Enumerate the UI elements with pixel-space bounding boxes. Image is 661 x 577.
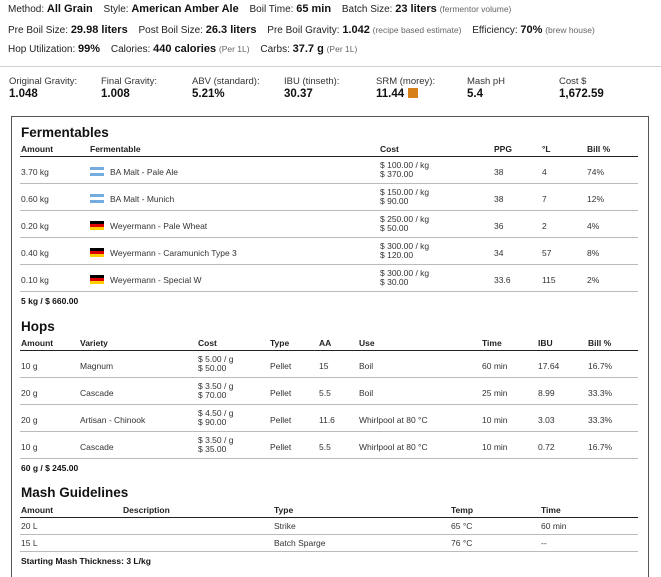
- hop-type: Pellet: [270, 442, 292, 452]
- efficiency-note: (brew house): [545, 25, 595, 35]
- calories-label: Calories:: [110, 44, 151, 55]
- hop-ibu: 0.72: [538, 442, 555, 452]
- stat-label: Cost $: [559, 76, 587, 87]
- fermentable-name: Weyermann - Special W: [110, 275, 202, 285]
- row-divider: [20, 431, 638, 432]
- post-boil-size-value: 26.3 liters: [205, 24, 257, 36]
- fermentables-header-fermentable: Fermentable: [90, 144, 141, 154]
- row-divider: [20, 551, 638, 552]
- fermentable-amount: 0.10 kg: [21, 275, 49, 285]
- stat-abv: [192, 76, 260, 100]
- fermentable-amount: 3.70 kg: [21, 167, 49, 177]
- hop-ibu: 3.03: [538, 415, 555, 425]
- hop-type: Pellet: [270, 415, 292, 425]
- fermentable-ppg: 36: [494, 221, 504, 231]
- hop-ibu: 8.99: [538, 388, 555, 398]
- stat-value: 5.4: [467, 88, 483, 100]
- row-divider: [20, 458, 638, 459]
- fermentables-header-lovibond: °L: [542, 144, 551, 154]
- hops-header-cost: Cost: [198, 338, 217, 348]
- mash-header-type: Type: [274, 505, 294, 515]
- stat-label: Mash pH: [467, 76, 506, 87]
- hop-aa: 5.5: [319, 388, 331, 398]
- fermentable-lovibond: 115: [542, 275, 556, 285]
- hop-amount: 20 g: [21, 388, 38, 398]
- fermentables-header-bill: Bill %: [587, 144, 611, 154]
- mash-header-rule: [20, 517, 638, 518]
- cost-total: $ 90.00: [198, 417, 227, 427]
- stat-mash-ph: [467, 76, 505, 100]
- hop-cost: [198, 436, 233, 454]
- fermentables-total: 5 kg / $ 660.00: [21, 296, 79, 306]
- hop-bill: 33.3%: [588, 388, 613, 398]
- cost-total: $ 90.00: [380, 196, 409, 206]
- mash-amount: 20 L: [21, 521, 38, 531]
- carbs-value: 37.7 g: [292, 43, 324, 55]
- mash-type: Batch Sparge: [274, 538, 326, 548]
- fermentable-ppg: 34: [494, 248, 504, 258]
- cost-per-unit: $ 300.00 / kg: [380, 241, 430, 251]
- cost-total: $ 120.00: [380, 250, 414, 260]
- cost-per-unit: $ 5.00 / g: [198, 354, 234, 364]
- method-value: All Grain: [46, 3, 93, 15]
- stat-ibu: [284, 76, 339, 100]
- mash-thickness: Starting Mash Thickness: 3 L/kg: [21, 556, 151, 566]
- hops-header-rule: [20, 350, 638, 351]
- hop-use: Boil: [359, 388, 374, 398]
- stat-label: ABV (standard):: [192, 76, 260, 87]
- pre-boil-gravity-value: 1.042: [342, 24, 370, 36]
- mash-header-amount: Amount: [21, 505, 54, 515]
- germany-flag-icon: [90, 248, 104, 257]
- fermentable-ppg: 33.6: [494, 275, 511, 285]
- row-divider: [20, 210, 638, 211]
- srm-color-swatch: [408, 88, 418, 98]
- row-divider: [20, 183, 638, 184]
- fermentable-lovibond: 57: [542, 248, 552, 258]
- recipe-summary-line-3: [8, 43, 365, 55]
- cost-per-unit: $ 4.50 / g: [198, 408, 234, 418]
- carbs-label: Carbs:: [260, 44, 290, 55]
- hop-ibu: 17.64: [538, 361, 560, 371]
- efficiency-label: Efficiency:: [472, 25, 518, 36]
- recipe-summary-line-2: [8, 24, 603, 36]
- pre-boil-gravity-label: Pre Boil Gravity:: [267, 25, 340, 36]
- fermentables-header-rule: [20, 156, 638, 157]
- stat-srm: [376, 76, 435, 100]
- stat-value: 30.37: [284, 88, 313, 100]
- stat-value: 1.008: [101, 88, 130, 100]
- hop-time: 10 min: [482, 442, 508, 452]
- style-value: American Amber Ale: [131, 3, 239, 15]
- hop-use: Boil: [359, 361, 374, 371]
- row-divider: [20, 291, 638, 292]
- fermentable-amount: 0.40 kg: [21, 248, 49, 258]
- pre-boil-size-label: Pre Boil Size:: [8, 25, 69, 36]
- hops-header-bill: Bill %: [588, 338, 612, 348]
- summary-divider: [0, 66, 661, 67]
- row-divider: [20, 404, 638, 405]
- stat-label: IBU (tinseth):: [284, 76, 340, 87]
- cost-per-unit: $ 300.00 / kg: [380, 268, 430, 278]
- post-boil-size-label: Post Boil Size:: [138, 25, 203, 36]
- stat-value: 1,672.59: [559, 88, 604, 100]
- hop-aa: 5.5: [319, 442, 331, 452]
- hops-header-type: Type: [270, 338, 290, 348]
- hop-amount: 10 g: [21, 361, 38, 371]
- hop-utilization-value: 99%: [78, 43, 101, 55]
- hops-header-ibu: IBU: [538, 338, 553, 348]
- germany-flag-icon: [90, 275, 104, 284]
- hop-use: Whirlpool at 80 °C: [359, 415, 428, 425]
- stat-label: Original Gravity:: [9, 76, 78, 87]
- method-label: Method:: [8, 4, 45, 15]
- mash-amount: 15 L: [21, 538, 38, 548]
- fermentable-bill: 74%: [587, 167, 605, 177]
- cost-per-unit: $ 3.50 / g: [198, 381, 234, 391]
- recipe-summary-line-1: [8, 3, 519, 15]
- fermentable-name: Weyermann - Caramunich Type 3: [110, 248, 237, 258]
- boil-time-label: Boil Time:: [249, 4, 294, 15]
- hops-total: 60 g / $ 245.00: [21, 463, 79, 473]
- hop-use: Whirlpool at 80 °C: [359, 442, 428, 452]
- hop-utilization-label: Hop Utilization:: [8, 44, 76, 55]
- fermentable-lovibond: 7: [542, 194, 547, 204]
- hop-type: Pellet: [270, 388, 292, 398]
- fermentables-title: Fermentables: [21, 125, 109, 140]
- argentina-flag-icon: [90, 194, 104, 203]
- stat-label: Final Gravity:: [101, 76, 157, 87]
- carbs-note: (Per 1L): [326, 44, 358, 54]
- fermentable-amount: 0.20 kg: [21, 221, 49, 231]
- hop-amount: 20 g: [21, 415, 38, 425]
- hop-bill: 16.7%: [588, 361, 613, 371]
- cost-per-unit: $ 100.00 / kg: [380, 160, 430, 170]
- cost-total: $ 30.00: [380, 277, 409, 287]
- batch-size-label: Batch Size:: [341, 4, 393, 15]
- pre-boil-size-value: 29.98 liters: [70, 24, 128, 36]
- hops-header-use: Use: [359, 338, 375, 348]
- hop-time: 60 min: [482, 361, 508, 371]
- hops-header-amount: Amount: [21, 338, 54, 348]
- row-divider: [20, 264, 638, 265]
- mash-time: --: [541, 538, 547, 548]
- row-divider: [20, 377, 638, 378]
- calories-note: (Per 1L): [218, 44, 250, 54]
- fermentable-cost: [380, 269, 429, 287]
- fermentables-header-ppg: PPG: [494, 144, 512, 154]
- stat-cost: [559, 76, 604, 100]
- cost-per-unit: $ 250.00 / kg: [380, 214, 430, 224]
- hop-bill: 16.7%: [588, 442, 613, 452]
- hops-title: Hops: [21, 319, 55, 334]
- fermentables-header-cost: Cost: [380, 144, 399, 154]
- calories-value: 440 calories: [153, 43, 217, 55]
- stat-value: 5.21%: [192, 88, 225, 100]
- cost-total: $ 50.00: [198, 363, 227, 373]
- fermentable-cost: [380, 188, 429, 206]
- hop-variety: Artisan - Chinook: [80, 415, 146, 425]
- boil-time-value: 65 min: [296, 3, 332, 15]
- fermentable-amount: 0.60 kg: [21, 194, 49, 204]
- pre-boil-gravity-note: (recipe based estimate): [372, 25, 462, 35]
- mash-header-description: Description: [123, 505, 170, 515]
- fermentable-lovibond: 4: [542, 167, 547, 177]
- hops-header-time: Time: [482, 338, 502, 348]
- batch-size-note: (fermentor volume): [439, 4, 512, 14]
- row-divider: [20, 237, 638, 238]
- cost-per-unit: $ 3.50 / g: [198, 435, 234, 445]
- hop-type: Pellet: [270, 361, 292, 371]
- stat-final-gravity: [101, 76, 157, 100]
- fermentable-bill: 2%: [587, 275, 600, 285]
- hop-variety: Cascade: [80, 388, 114, 398]
- mash-type: Strike: [274, 521, 296, 531]
- mash-temp: 76 °C: [451, 538, 473, 548]
- hop-amount: 10 g: [21, 442, 38, 452]
- hop-time: 25 min: [482, 388, 508, 398]
- stat-value: 1.048: [9, 88, 38, 100]
- fermentable-bill: 8%: [587, 248, 600, 258]
- fermentable-name: BA Malt - Munich: [110, 194, 175, 204]
- mash-header-temp: Temp: [451, 505, 474, 515]
- hop-aa: 11.6: [319, 415, 335, 425]
- mash-temp: 65 °C: [451, 521, 473, 531]
- mash-guidelines-title: Mash Guidelines: [21, 485, 129, 500]
- hop-time: 10 min: [482, 415, 508, 425]
- stat-label: SRM (morey):: [376, 76, 436, 87]
- hop-aa: 15: [319, 361, 329, 371]
- efficiency-value: 70%: [520, 24, 543, 36]
- hops-header-aa: AA: [319, 338, 332, 348]
- hop-variety: Cascade: [80, 442, 114, 452]
- hop-bill: 33.3%: [588, 415, 613, 425]
- fermentable-cost: [380, 215, 429, 233]
- fermentable-name: Weyermann - Pale Wheat: [110, 221, 208, 231]
- hop-cost: [198, 355, 233, 373]
- fermentable-name: BA Malt - Pale Ale: [110, 167, 179, 177]
- fermentable-bill: 12%: [587, 194, 605, 204]
- hop-cost: [198, 382, 233, 400]
- fermentable-cost: [380, 161, 429, 179]
- cost-total: $ 50.00: [380, 223, 409, 233]
- fermentable-lovibond: 2: [542, 221, 547, 231]
- hop-variety: Magnum: [80, 361, 114, 371]
- batch-size-value: 23 liters: [395, 3, 437, 15]
- stat-original-gravity: [9, 76, 77, 100]
- mash-time: 60 min: [541, 521, 567, 531]
- fermentable-ppg: 38: [494, 194, 504, 204]
- fermentable-ppg: 38: [494, 167, 504, 177]
- fermentable-cost: [380, 242, 429, 260]
- cost-total: $ 70.00: [198, 390, 227, 400]
- stat-value: 11.44: [376, 88, 405, 100]
- row-divider: [20, 534, 638, 535]
- mash-header-time: Time: [541, 505, 561, 515]
- germany-flag-icon: [90, 221, 104, 230]
- cost-per-unit: $ 150.00 / kg: [380, 187, 430, 197]
- fermentables-header-amount: Amount: [21, 144, 54, 154]
- style-label: Style:: [103, 4, 129, 15]
- cost-total: $ 370.00: [380, 169, 414, 179]
- fermentable-bill: 4%: [587, 221, 600, 231]
- hops-header-variety: Variety: [80, 338, 108, 348]
- recipe-details-panel: [11, 116, 649, 577]
- hop-cost: [198, 409, 233, 427]
- argentina-flag-icon: [90, 167, 104, 176]
- cost-total: $ 35.00: [198, 444, 227, 454]
